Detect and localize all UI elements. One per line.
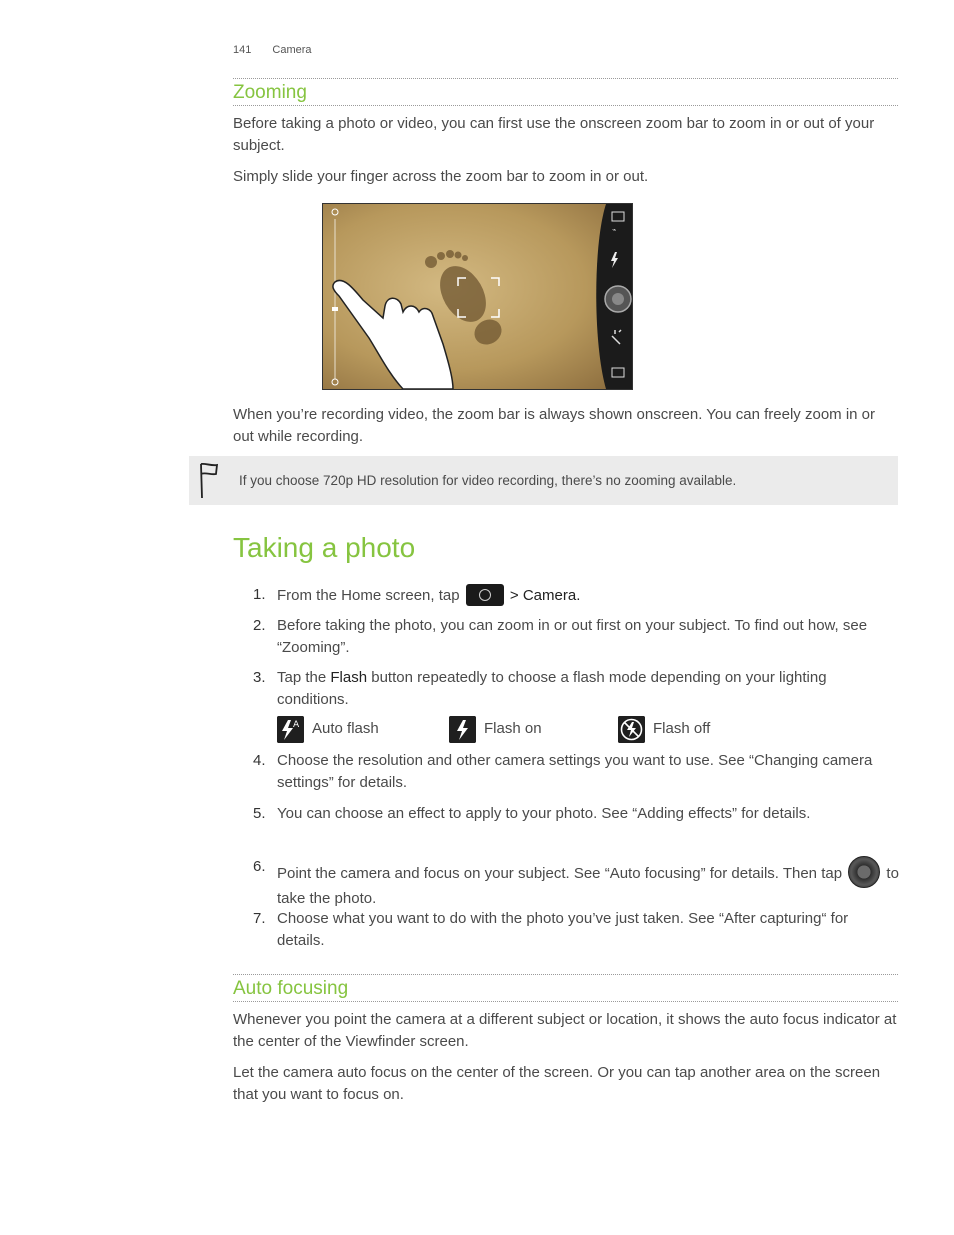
- step-text: Choose what you want to do with the photo you’ve just taken. See “After capturing“ for details.: [277, 910, 849, 949]
- step-text: Before taking the photo, you can zoom in or out first on your subject. To find out how, see “Zooming”.: [277, 617, 868, 656]
- page-number: 141: [233, 44, 252, 56]
- auto-focusing-para-1: Whenever you point the camera at a different subject or location, it shows the auto focus indicator at the center of the Viewfinder screen.: [233, 1011, 897, 1050]
- taking-photo-heading: Taking a photo: [233, 532, 416, 563]
- auto-focusing-heading: Auto focusing: [233, 978, 349, 999]
- flash-off-icon: [618, 716, 645, 743]
- divider: [233, 974, 898, 975]
- zooming-para-3: When you’re recording video, the zoom bar is always shown onscreen. You can freely zoom in or out while recording.: [233, 406, 876, 445]
- step-number: 7.: [253, 910, 266, 927]
- step-number: 6.: [253, 858, 266, 875]
- step-number: 4.: [253, 752, 266, 769]
- auto-focusing-para-2: Let the camera auto focus on the center of the screen. Or you can tap another area on the screen that you want to focus on.: [233, 1064, 881, 1103]
- step-number: 3.: [253, 669, 266, 686]
- note-text: If you choose 720p HD resolution for video recording, there’s no zooming available.: [239, 473, 737, 488]
- zoom-slider-thumb: [332, 307, 338, 311]
- flash-on-icon: [449, 716, 476, 743]
- zooming-heading: Zooming: [233, 82, 307, 103]
- step-text: Tap the Flash button repeatedly to choose a flash mode depending on your lighting conditions.: [277, 669, 827, 708]
- flag-icon: [197, 462, 221, 500]
- zoom-illustration: [323, 204, 632, 389]
- step-number: 2.: [253, 617, 266, 634]
- step-text: You can choose an effect to apply to your photo. See “Adding effects” for details.: [277, 805, 811, 822]
- zooming-para-1: Before taking a photo or video, you can first use the onscreen zoom bar to zoom in or out of your subject.: [233, 115, 875, 154]
- svg-text:A: A: [293, 720, 300, 730]
- step-text: Point the camera and focus on your subject. See “Auto focusing” for details. Then tap to take the photo.: [277, 856, 899, 910]
- svg-text:⌁: ⌁: [612, 226, 617, 234]
- shutter-icon: [848, 856, 880, 888]
- page-header: [233, 44, 312, 56]
- all-apps-icon: [466, 584, 504, 606]
- divider: [233, 78, 898, 79]
- section-name: Camera: [272, 44, 312, 56]
- note-box: [189, 456, 898, 505]
- step-text: From the Home screen, tap > Camera.: [277, 584, 899, 607]
- step-number: 5.: [253, 805, 266, 822]
- zooming-para-2: Simply slide your finger across the zoom bar to zoom in or out.: [233, 168, 649, 185]
- step-text: Choose the resolution and other camera settings you want to use. See “Changing camera settings” for details.: [277, 752, 873, 791]
- flash-modes: A Auto flash Flash on Flash off: [277, 716, 777, 744]
- divider: [233, 105, 898, 106]
- flash-auto-icon: [277, 716, 304, 743]
- divider: [233, 1001, 898, 1002]
- camera-zoom-screenshot: [322, 203, 633, 390]
- step-number: 1.: [253, 586, 266, 603]
